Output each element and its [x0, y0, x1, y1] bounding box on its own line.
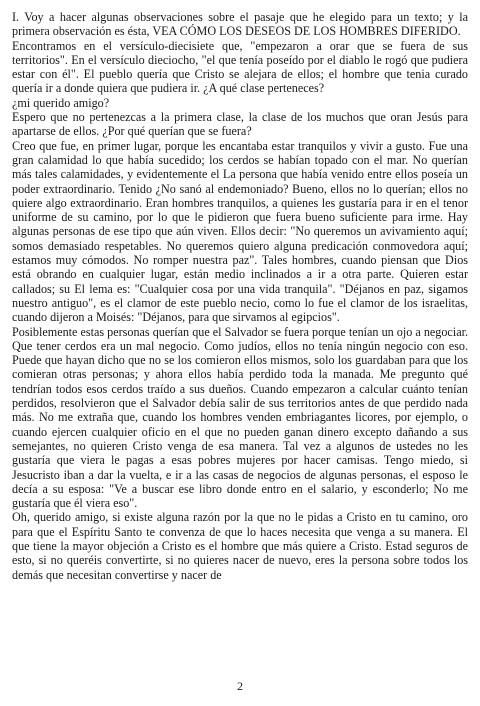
paragraph-1: I. Voy a hacer algunas observaciones sobre el pasaje que he elegido para un texto; y la primera observación es ésta, VEA CÓMO LOS DESEOS DE LOS HOMBRES DIFERIDO. — [12, 10, 468, 39]
paragraph-7: Oh, querido amigo, si existe alguna razón por la que no le pidas a Cristo en tu camino, oro para que el Espíritu Santo te convenza de que lo haces necesita que venga a su manera. El que tiene la mayor objeción a Cristo es el hombre que más quiere a Cristo. Estad seguros de esto, si no queréis convertirte, si no quieres nacer de nuevo, eres la persona sobre todos los demás que necesitan convertirse y nacer de — [12, 510, 468, 582]
page-number: 2 — [237, 679, 243, 693]
paragraph-5: Creo que fue, en primer lugar, porque les encantaba estar tranquilos y vivir a gusto. Fue una gran calamidad lo que había sucedido; los cerdos se habían topado con el mar. No querían más tales calamidades, y evidentemente el La persona que había venido entre ellos poseía un poder extraordinario. Tenido ¿No sanó al endemoniado? Bueno, ellos no lo querían; ellos no quiere algo extraordinario. Eran hombres tranquilos, a quienes les gustaría para ir en el tenor uniforme de su camino, por lo que le pidieron que fuera bueno suficiente para irme. Hay algunas personas de ese tipo que aún viven. Ellos decir: "No queremos un avivamiento aquí; somos demasiado respetables. No queremos quiero alguna predicación conmovedora aquí; estamos muy cómodos. No romper nuestra paz". Tales hombres, cuando piensan que Dios está obrando en cualquier lugar, están medio inclinados a ir a otra parte. Quieren estar callados; su El lema es: "Cualquier cosa por una vida tranquila". "Déjanos en paz, sigamos nuestro antiguo", es el clamor de este pueblo necio, como lo fue el clamor de los israelitas, cuando dijeron a Moisés: "Déjanos, para que sirvamos al egipcios". — [12, 138, 468, 325]
paragraph-6: Posiblemente estas personas querían que el Salvador se fuera porque tenían un ojo a negociar. Que tener cerdos era un mal negocio. Como judíos, ellos no tenía ningún negocio con eso. Puede que hayan dicho que no se los comieron ellos mismos, solo los guardaban para que los comieran otras personas; y ahora ellos había perdido toda la manada. Me pregunto qué tendrían todos esos cerdos traído a sus dueños. Cuando empezaron a calcular cuánto tenían perdidos, resolvieron que el Salvador debía salir de sus territorios antes de que perdido nada más. No me extraña que, cuando los hombres venden embriagantes licores, por ejemplo, o cuando ejercen cualquier oficio en el que no pueden ganan dinero excepto dañando a sus semejantes, no quieren Cristo venga de esa manera. Tal vez a algunos de ustedes no les gustaría que viera le pagas a esas pobres mujeres por hacer camisas. Tengo miedo, si Jesucristo iban a dar la vuelta, e ir a las casas de negocios de algunas personas, el esposo le decía a su esposa: "Ve a buscar ese libro donde entro en el salario, y esconderlo; No me gustaría que él viera eso". — [12, 324, 468, 511]
paragraph-3: ¿mi querido amigo? — [12, 95, 110, 110]
paragraph-4: Espero que no pertenezcas a la primera clase, la clase de los muchos que oran Jesús para apartarse de ellos. ¿Por qué querían que se fuera? — [12, 110, 468, 139]
paragraph-2: Encontramos en el versículo-diecisiete que, "empezaron a orar que se fuera de sus territorios". En el versículo dieciocho, "el que tenía poseído por el diablo le rogó que pudiera estar con él". El pueblo quería que Cristo se alejara de ellos; el hombre que tenia curado quería ir a donde quiera que pudiera ir. ¿A qué clase perteneces? — [12, 38, 468, 96]
document-body — [12, 10, 468, 582]
